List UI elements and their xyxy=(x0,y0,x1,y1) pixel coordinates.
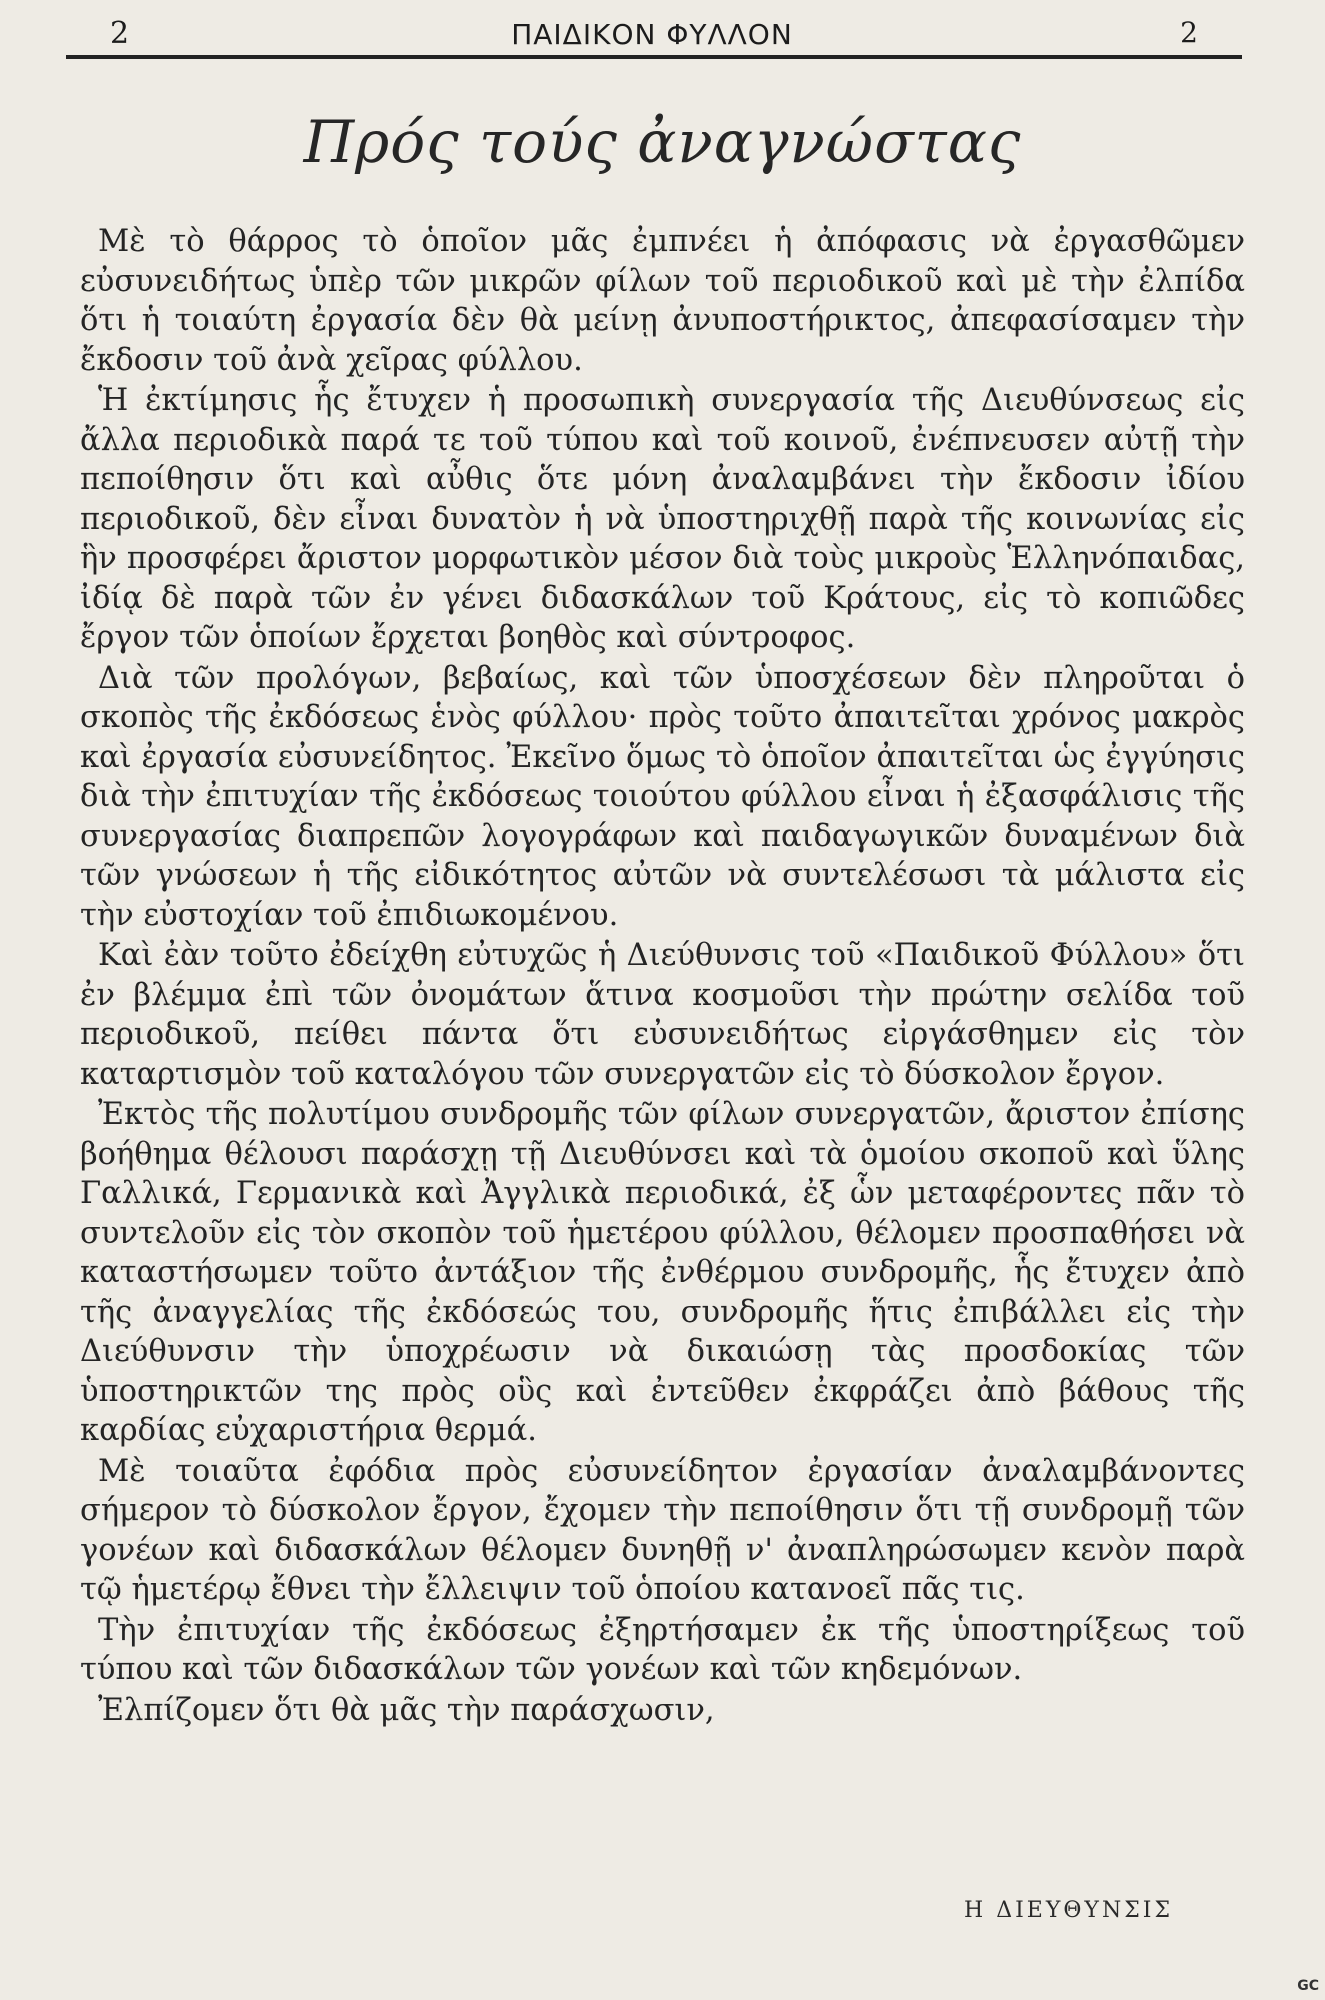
page-number-right: 2 xyxy=(1180,16,1198,49)
paragraph: Μὲ τὸ θάρρος τὸ ὁποῖον μᾶς ἐμπνέει ἡ ἀπόφασις νὰ ἐργασθῶμεν εὐσυνειδήτως ὑπὲρ τῶν μικρῶν φίλων τοῦ περιοδικοῦ καὶ μὲ τὴν ἐλπίδα ὅτι ἡ τοιαύτη ἐργασία δὲν θὰ μείνῃ ἀνυποστήρικτος, ἀπεφασίσαμεν τὴν ἔκδοσιν τοῦ ἀνὰ χεῖρας φύλλου. xyxy=(80,224,1245,378)
paragraph: Τὴν ἐπιτυχίαν τῆς ἐκδόσεως ἐξηρτήσαμεν ἐκ τῆς ὑποστηρίξεως τοῦ τύπου καὶ τῶν διδασκάλων τῶν γονέων καὶ τῶν κηδεμόνων. xyxy=(80,1612,1245,1687)
paragraph: Διὰ τῶν προλόγων, βεβαίως, καὶ τῶν ὑποσχέσεων δὲν πληροῦται ὁ σκοπὸς τῆς ἐκδόσεως ἑνὸς φύλλου· πρὸς τοῦτο ἀπαιτεῖται χρόνος μακρὸς καὶ ἐργασία εὐσυνείδητος. Ἐκεῖνο ὅμως τὸ ὁποῖον ἀπαιτεῖται ὡς ἐγγύησις διὰ τὴν ἐπιτυχίαν τῆς ἐκδόσεως τοιούτου φύλλου εἶναι ἡ ἐξασφάλισις τῆς συνεργασίας διαπρεπῶν λογογράφων καὶ παιδαγωγικῶν δυναμένων διὰ τῶν γνώσεων ἡ τῆς εἰδικότητος αὐτῶν νὰ συντελέσωσι τὰ μάλιστα εἰς τὴν εὐστοχίαν τοῦ ἐπιδιωκομένου. xyxy=(80,660,1245,933)
signature: Η ΔΙΕΥΘΥΝΣΙΣ xyxy=(964,1898,1173,1923)
article-title: Πρός τούς ἀναγνώστας xyxy=(303,108,1022,176)
paragraph: Ἐλπίζομεν ὅτι θὰ μᾶς τὴν παράσχωσιν, xyxy=(98,1692,715,1728)
page-number-left: 2 xyxy=(110,16,130,51)
corner-mark: GC xyxy=(1297,1978,1319,1994)
header-rule xyxy=(66,55,1242,59)
paragraph: Καὶ ἐὰν τοῦτο ἐδείχθη εὐτυχῶς ἡ Διεύθυνσις τοῦ «Παιδικοῦ Φύλλου» ὅτι ἐν βλέμμα ἐπὶ τῶν ὀνομάτων ἅτινα κοσμοῦσι τὴν πρώτην σελίδα τοῦ περιοδικοῦ, πείθει πάντα ὅτι εὐσυνειδήτως εἰργάσθημεν εἰς τὸν καταρτισμὸν τοῦ καταλόγου τῶν συνεργατῶν εἰς τὸ δύσκολον ἔργον. xyxy=(80,938,1245,1092)
article-body xyxy=(80,222,1245,1731)
page-header xyxy=(62,12,1242,52)
paragraph: Ἡ ἐκτίμησις ἧς ἔτυχεν ἡ προσωπικὴ συνεργασία τῆς Διευθύνσεως εἰς ἄλλα περιοδικὰ παρά τε τοῦ τύπου καὶ τοῦ κοινοῦ, ἐνέπνευσεν αὐτῇ τὴν πεποίθησιν ὅτι καὶ αὖθις ὅτε μόνη ἀναλαμβάνει τὴν ἔκδοσιν ἰδίου περιοδικοῦ, δὲν εἶναι δυνατὸν ἡ νὰ ὑποστηριχθῇ παρὰ τῆς κοινωνίας εἰς ἣν προσφέρει ἄριστον μορφωτικὸν μέσον διὰ τοὺς μικροὺς Ἑλληνόπαιδας, ἰδίᾳ δὲ παρὰ τῶν ἐν γένει διδασκάλων τοῦ Κράτους, εἰς τὸ κοπιῶδες ἔργον τῶν ὁποίων ἔρχεται βοηθὸς καὶ σύντροφος. xyxy=(80,383,1245,655)
masthead: ΠΑΙΔΙΚΟΝ ΦΥΛΛΟΝ xyxy=(511,18,793,51)
paragraph: Ἐκτὸς τῆς πολυτίμου συνδρομῆς τῶν φίλων συνεργατῶν, ἄριστον ἐπίσης βοήθημα θέλουσι παράσχῃ τῇ Διευθύνσει καὶ τὰ ὁμοίου σκοποῦ καὶ ὕλης Γαλλικά, Γερμανικὰ καὶ Ἀγγλικὰ περιοδικά, ἐξ ὧν μεταφέροντες πᾶν τὸ συντελοῦν εἰς τὸν σκοπὸν τοῦ ἡμετέρου φύλλου, θέλομεν προσπαθήσει νὰ καταστήσωμεν τοῦτο ἀντάξιον τῆς ἐνθέρμου συνδρομῆς, ἧς ἔτυχεν ἀπὸ τῆς ἀναγγελίας τῆς ἐκδόσεώς του, συνδρομῆς ἥτις ἐπιβάλλει εἰς τὴν Διεύθυνσιν τὴν ὑποχρέωσιν νὰ δικαιώσῃ τὰς προσδοκίας τῶν ὑποστηρικτῶν της πρὸς οὓς καὶ ἐντεῦθεν ἐκφράζει ἀπὸ βάθους τῆς καρδίας εὐχαριστήρια θερμά. xyxy=(80,1097,1245,1448)
paragraph: Μὲ τοιαῦτα ἐφόδια πρὸς εὐσυνείδητον ἐργασίαν ἀναλαμβάνοντες σήμερον τὸ δύσκολον ἔργον, ἔχομεν τὴν πεποίθησιν ὅτι τῇ συνδρομῇ τῶν γονέων καὶ διδασκάλων θέλομεν δυνηθῇ ν' ἀναπληρώσωμεν κενὸν παρὰ τῷ ἡμετέρῳ ἔθνει τὴν ἔλλειψιν τοῦ ὁποίου κατανοεῖ πᾶς τις. xyxy=(80,1453,1245,1607)
